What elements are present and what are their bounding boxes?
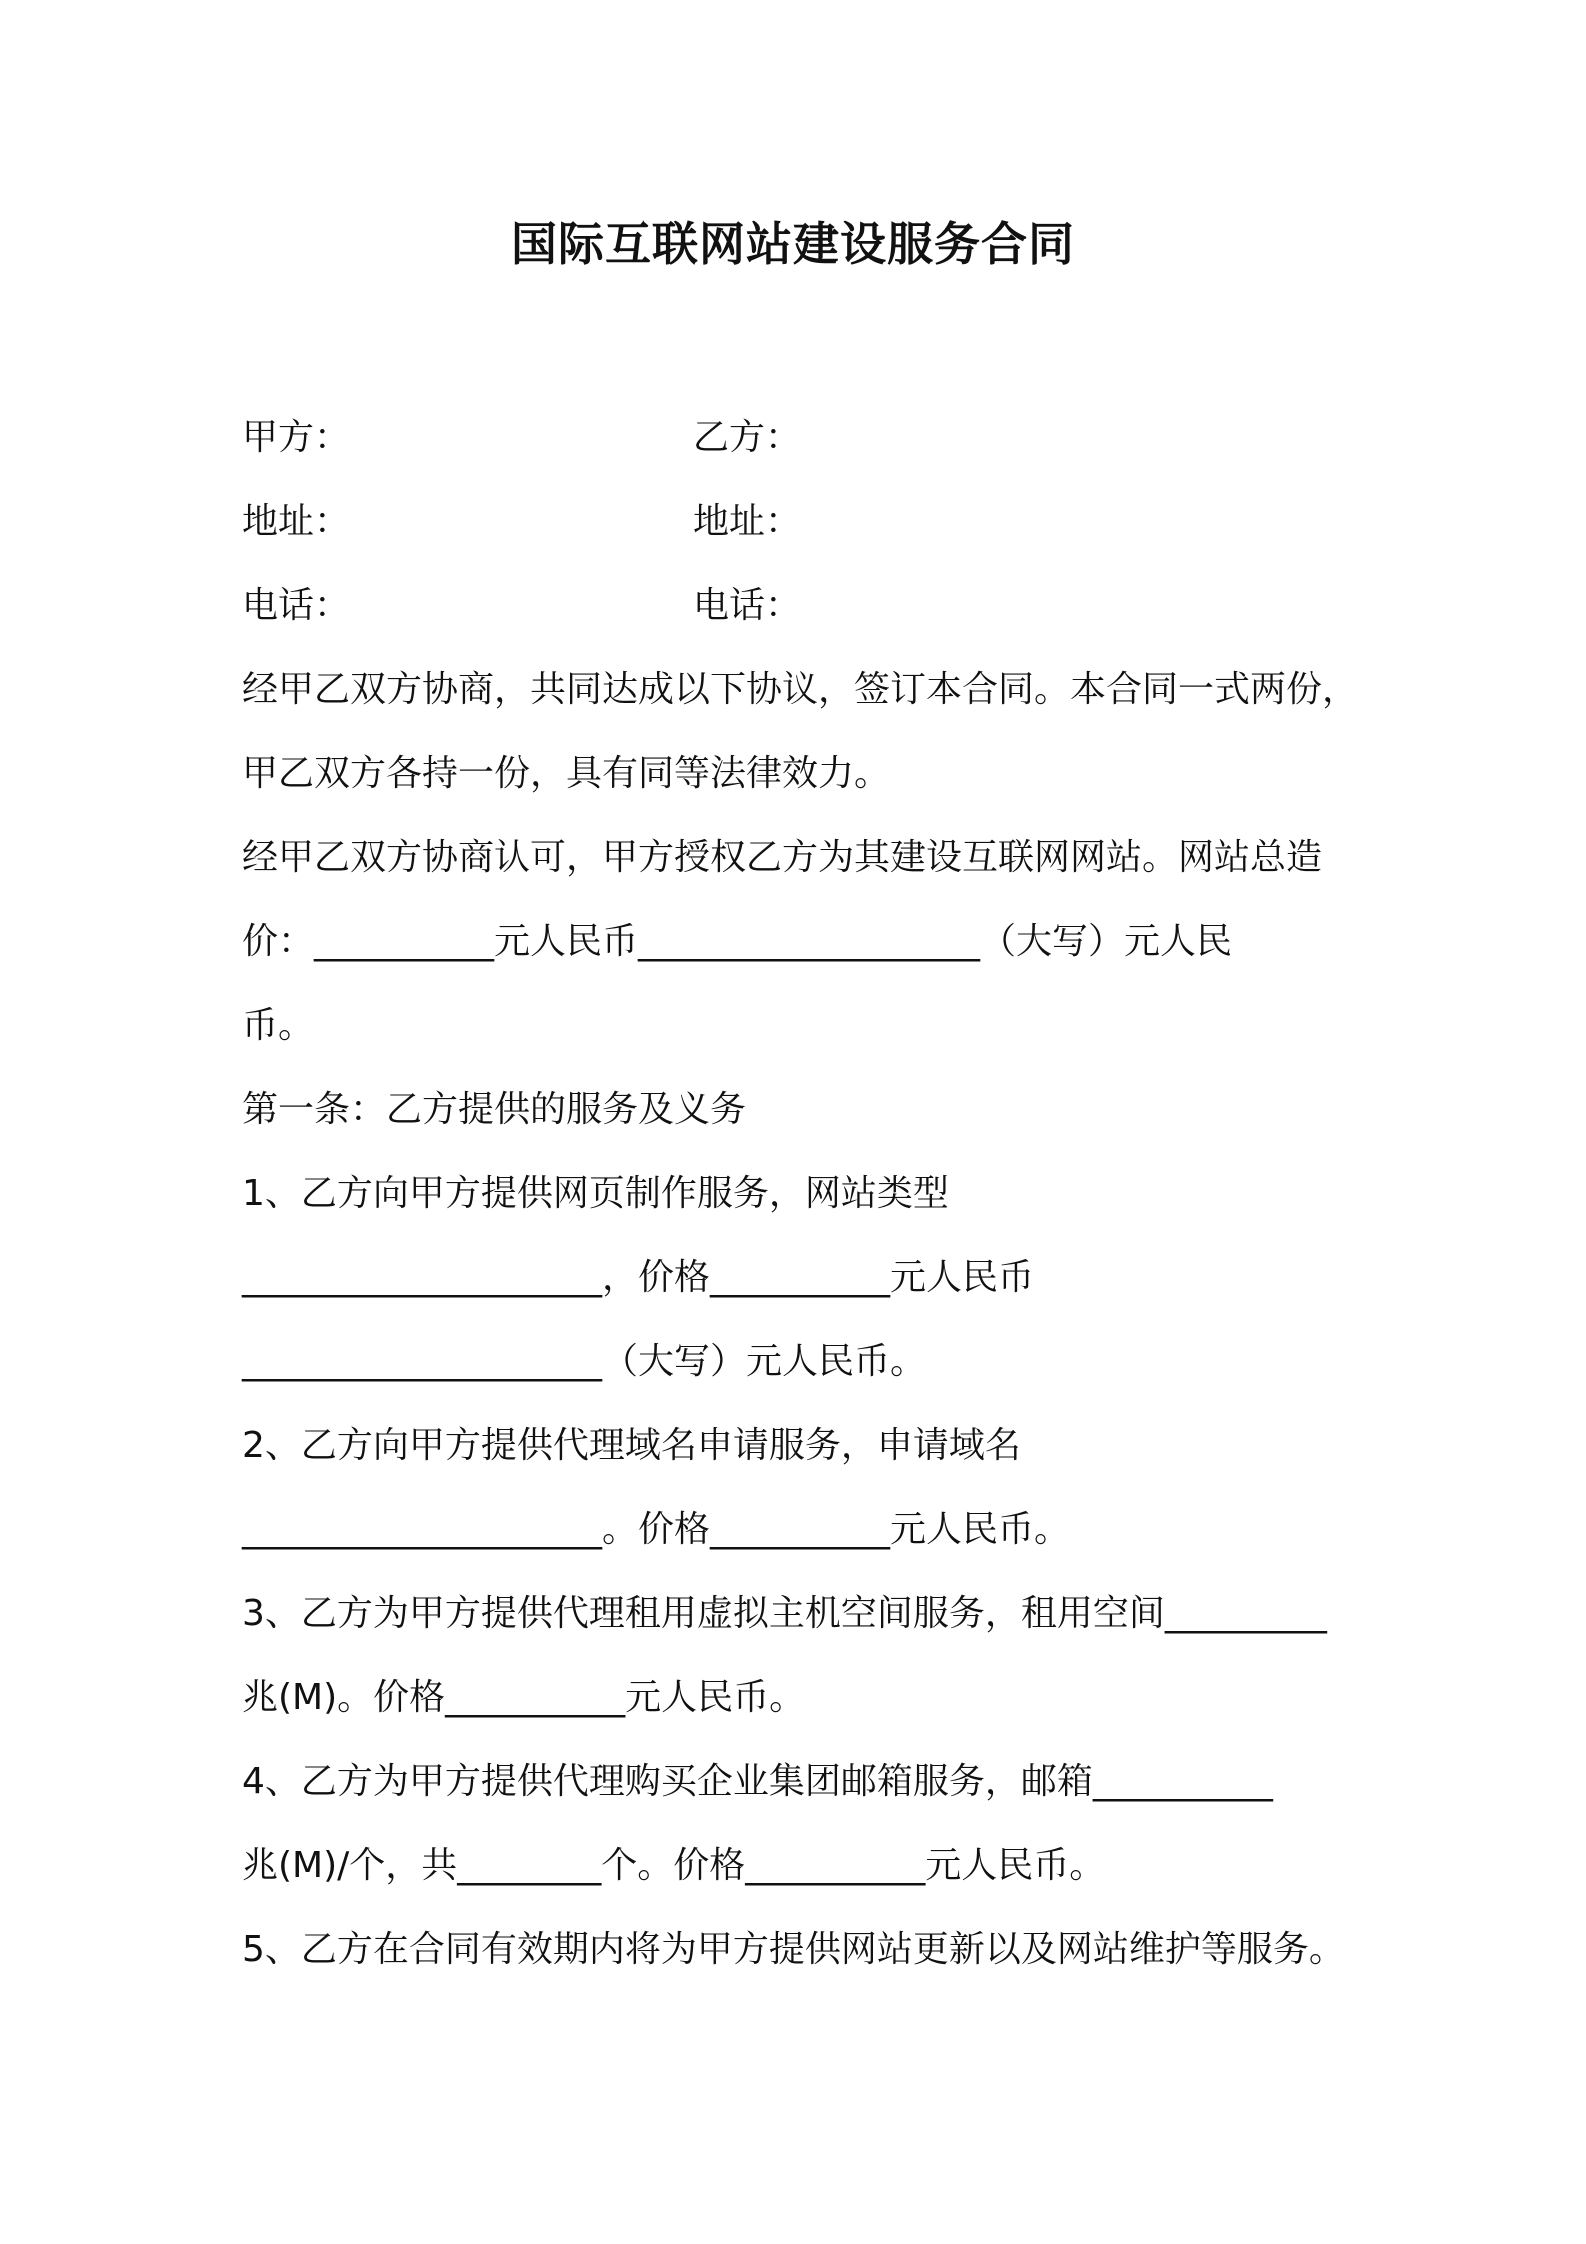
body-paragraph-line: ____________________，价格__________元人民币	[242, 1257, 1035, 1298]
party-b-label: 乙方：	[693, 417, 802, 458]
body-paragraph-line: 2、乙方向甲方提供代理域名申请服务，申请域名	[242, 1425, 1021, 1466]
body-paragraph-line: 币。	[242, 1005, 315, 1046]
body-paragraph-line: ____________________（大写）元人民币。	[242, 1341, 927, 1382]
phone-b-label: 电话：	[693, 585, 802, 626]
body-paragraph-line: 经甲乙双方协商，共同达成以下协议，签订本合同。本合同一式两份，	[242, 669, 1359, 710]
body-paragraph-line: 4、乙方为甲方提供代理购买企业集团邮箱服务，邮箱__________	[242, 1761, 1273, 1802]
body-paragraph-line: 兆(M)/个，共________个。价格__________元人民币。	[242, 1845, 1106, 1886]
document-title: 国际互联网站建设服务合同	[511, 217, 1075, 271]
body-paragraph-line: 5、乙方在合同有效期内将为甲方提供网站更新以及网站维护等服务。	[242, 1929, 1345, 1970]
body-paragraph-line: 1、乙方向甲方提供网页制作服务，网站类型	[242, 1173, 949, 1214]
body-paragraph-line: 价：__________元人民币___________________（大写）元人民	[242, 921, 1233, 962]
body-paragraph-line: 3、乙方为甲方提供代理租用虚拟主机空间服务，租用空间_________	[242, 1593, 1327, 1634]
body-paragraph-line: 甲乙双方各持一份，具有同等法律效力。	[242, 753, 891, 794]
article-heading: 第一条：乙方提供的服务及义务	[242, 1089, 747, 1130]
phone-a-label: 电话：	[242, 585, 351, 626]
body-paragraph-line: 经甲乙双方协商认可，甲方授权乙方为其建设互联网网站。网站总造	[242, 837, 1323, 878]
body-paragraph-line: ____________________。价格__________元人民币。	[242, 1509, 1071, 1550]
party-a-label: 甲方：	[242, 417, 351, 458]
body-paragraph-line: 兆(M)。价格__________元人民币。	[242, 1677, 806, 1718]
address-a-label: 地址：	[242, 501, 351, 542]
address-b-label: 地址：	[693, 501, 802, 542]
